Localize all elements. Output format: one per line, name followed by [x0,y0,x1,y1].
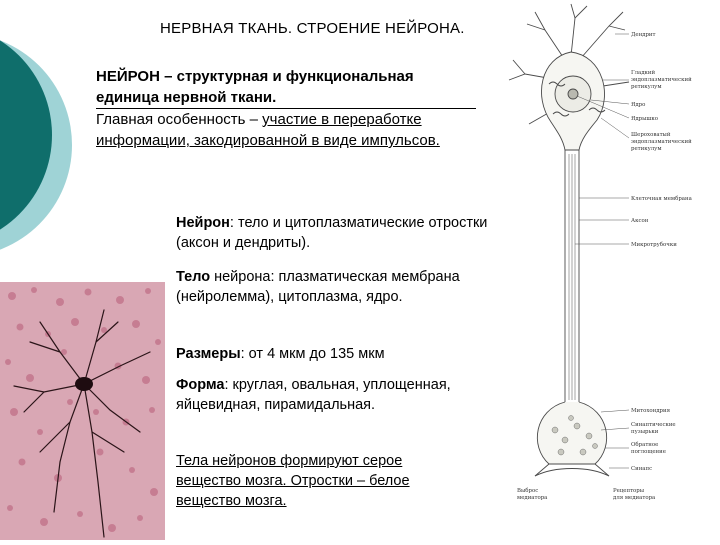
fact-size-text: : от 4 мкм до 135 мкм [240,346,385,362]
label-cell-membrane: Клеточная мембрана [631,196,692,202]
label-microtubules: Микротрубочки [631,242,677,248]
label-rough-er-3: ретикулум [631,146,662,152]
label-rough-er-1: Шероховатый [631,132,671,138]
label-axon: Аксон [631,218,649,224]
label-smooth-er-1: Гладкий [631,70,656,76]
fact-shape-term: Форма [176,377,225,393]
label-synapse: Синапс [631,466,653,472]
label-receptors-1: Рецепторы [613,488,645,494]
label-receptors-2: для медиатора [613,495,656,501]
fact-size-term: Размеры [176,346,241,362]
definition-line-2 [96,87,516,108]
definition-text-2: единица нервной ткани. [96,89,277,106]
label-nucleolus: Ядрышко [631,116,659,122]
neuron-term: НЕЙРОН [96,68,160,85]
slide-title: НЕРВНАЯ ТКАНЬ. СТРОЕНИЕ НЕЙРОНА. [160,20,465,37]
fact-shape [176,375,506,415]
fact-size [176,344,506,364]
fact-body-term: Тело [176,269,211,285]
neuron-micrograph [0,282,165,540]
feature-line-1 [96,109,516,130]
neuron-diagram [505,0,720,540]
fact-matter-line-3: вещество мозга. [176,493,287,509]
fact-body [176,267,506,307]
label-synaptic-1: Синаптические [631,422,676,428]
intro-text [96,66,516,151]
fact-neuron [176,213,506,253]
fact-matter-line-1: Тела нейронов формируют серое [176,453,403,469]
fact-neuron-text: : тело и цитоплазматические отростки (аксон и дендриты). [176,215,488,251]
definition-line-1 [96,66,516,87]
feature-underlined: участие в переработке [262,111,422,128]
label-release-1: Выброс [517,488,539,494]
label-release-2: медиатора [517,495,548,501]
label-smooth-er-2: эндоплазматический [631,77,692,83]
fact-matter [176,451,506,511]
label-reuptake-1: Обратное [631,442,659,448]
feature-line-2: информации, закодированной в виде импульсов. [96,132,440,149]
fact-shape-text: : круглая, овальная, уплощенная, яйцевидная, пирамидальная. [176,377,451,413]
definition-text-1: – структурная и функциональная [159,68,414,85]
label-smooth-er-3: ретикулум [631,84,662,90]
decorative-circles [0,0,90,290]
fact-matter-line-2: вещество мозга. Отростки – белое [176,473,410,489]
fact-body-text: нейрона: плазматическая мембрана (нейролемма), цитоплазма, ядро. [176,269,460,305]
label-reuptake-2: поглощение [631,449,666,455]
label-mitochondria: Митохондрия [631,408,670,414]
label-dendrite: Дендрит [631,32,656,38]
label-synaptic-2: пузырьки [631,429,659,435]
label-rough-er-2: эндоплазматический [631,139,692,145]
fact-neuron-term: Нейрон [176,215,230,231]
label-nucleus: Ядро [631,102,646,108]
feature-lead: Главная особенность – [96,111,263,128]
